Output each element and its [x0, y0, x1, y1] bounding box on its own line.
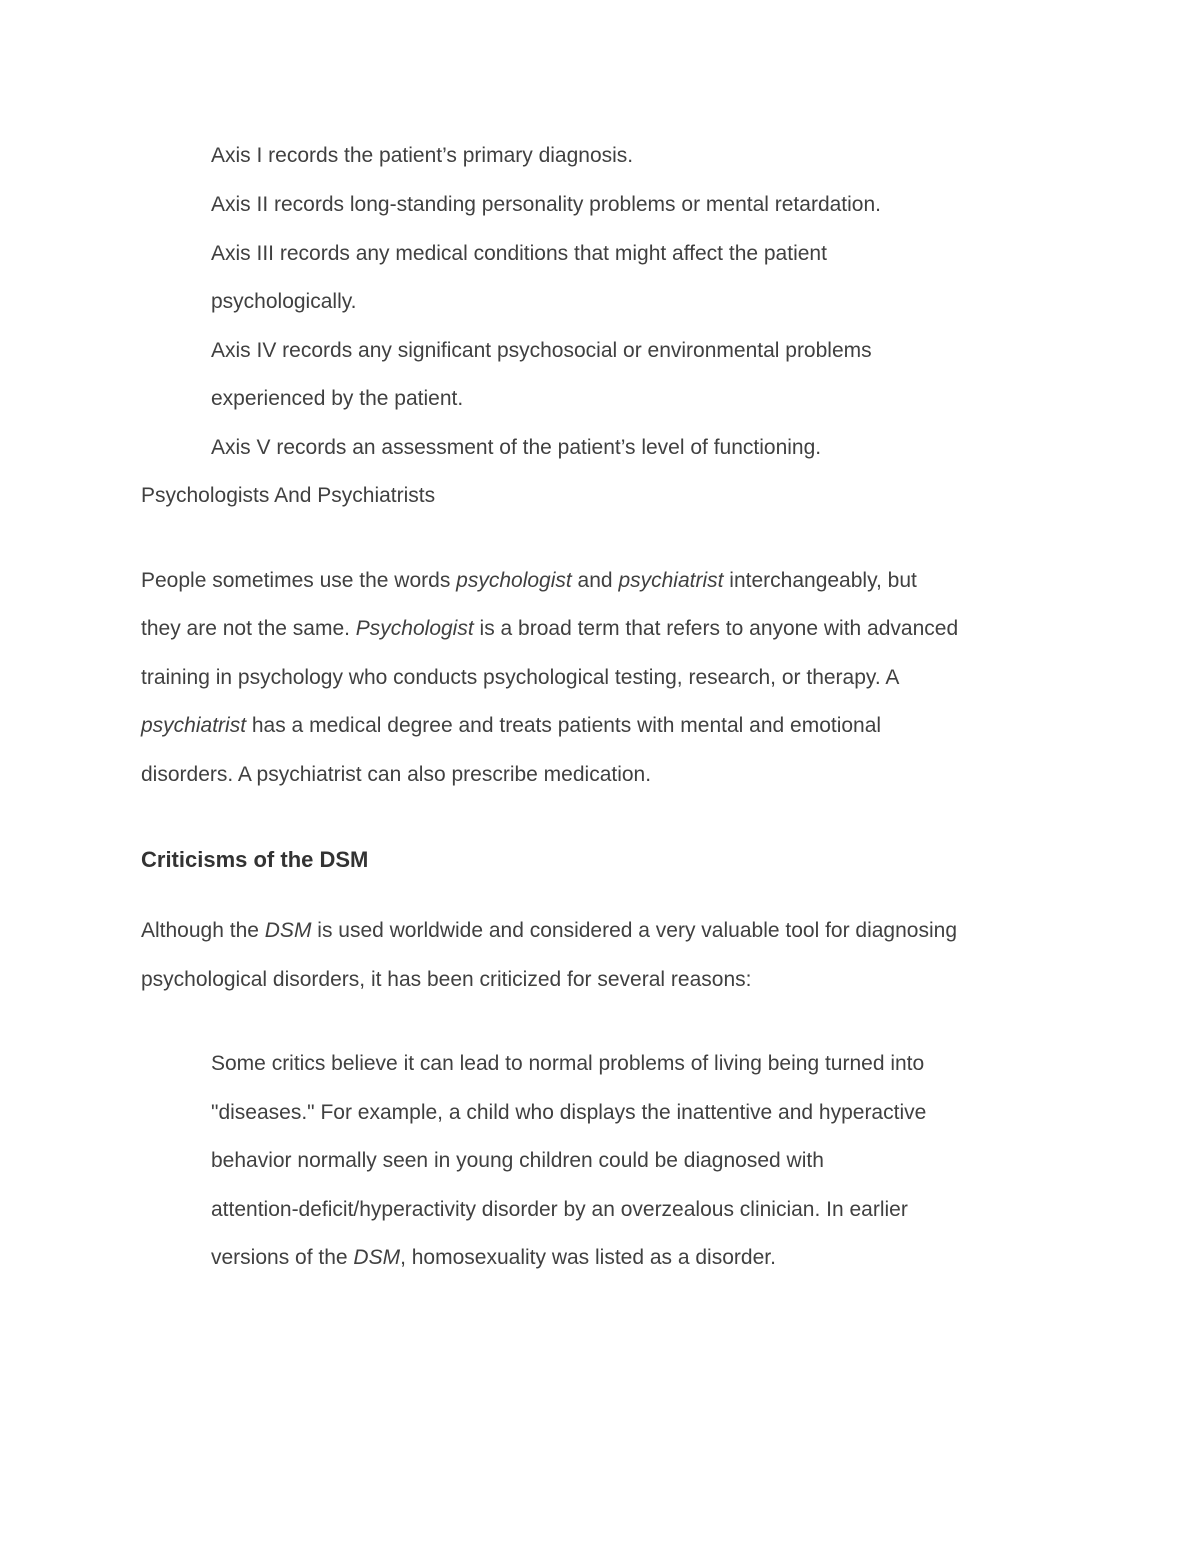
italic-term: psychiatrist [618, 569, 724, 592]
text-segment: is used worldwide and considered a very valuable tool for diagnosing [311, 919, 957, 942]
text-segment: has a medical degree and treats patients with mental and emotional [246, 714, 882, 737]
axis-4-line-1: Axis IV records any significant psychosocial or environmental problems [211, 339, 872, 362]
criticism-line: Some critics believe it can lead to normal problems of living being turned into [211, 1052, 925, 1075]
paragraph-line: psychological disorders, it has been criticized for several reasons: [141, 968, 752, 991]
paragraph-line [141, 567, 917, 595]
axis-4-line-2: experienced by the patient. [211, 387, 464, 410]
axis-1-line: Axis I records the patient’s primary diagnosis. [211, 144, 634, 167]
italic-term: Psychologist [355, 617, 474, 640]
axis-2-line: Axis II records long-standing personality problems or mental retardation. [211, 193, 881, 216]
italic-term: DSM [353, 1246, 401, 1269]
criticism-line [211, 1244, 776, 1272]
paragraph-line: training in psychology who conducts psychological testing, research, or therapy. A [141, 666, 900, 689]
axis-3-line-1: Axis III records any medical conditions that might affect the patient [211, 242, 827, 265]
italic-term: psychologist [456, 569, 572, 592]
text-segment: they are not the same. [141, 617, 356, 640]
criticism-line: attention-deficit/hyperactivity disorder by an overzealous clinician. In earlier [211, 1198, 908, 1221]
criticism-line: "diseases." For example, a child who displays the inattentive and hyperactive [211, 1101, 927, 1124]
text-segment: is a broad term that refers to anyone with advanced [473, 617, 959, 640]
italic-term: psychiatrist [141, 714, 247, 737]
paragraph-line [141, 615, 958, 643]
text-segment: Although the [141, 919, 265, 942]
text-segment: interchangeably, but [723, 569, 917, 592]
text-segment: and [571, 569, 619, 592]
paragraph-line: disorders. A psychiatrist can also prescribe medication. [141, 763, 652, 786]
text-segment: versions of the [211, 1246, 354, 1269]
paragraph-line [141, 712, 881, 740]
criticism-line: behavior normally seen in young children could be diagnosed with [211, 1149, 824, 1172]
axis-5-line: Axis V records an assessment of the patient’s level of functioning. [211, 436, 822, 459]
paragraph-line [141, 917, 957, 945]
axis-3-line-2: psychologically. [211, 290, 357, 313]
italic-term: DSM [264, 919, 312, 942]
section-title-psychologists: Psychologists And Psychiatrists [141, 484, 436, 507]
section-heading-criticisms: Criticisms of the DSM [141, 847, 369, 872]
text-segment: , homosexuality was listed as a disorder. [400, 1246, 776, 1269]
text-segment: People sometimes use the words [141, 569, 457, 592]
